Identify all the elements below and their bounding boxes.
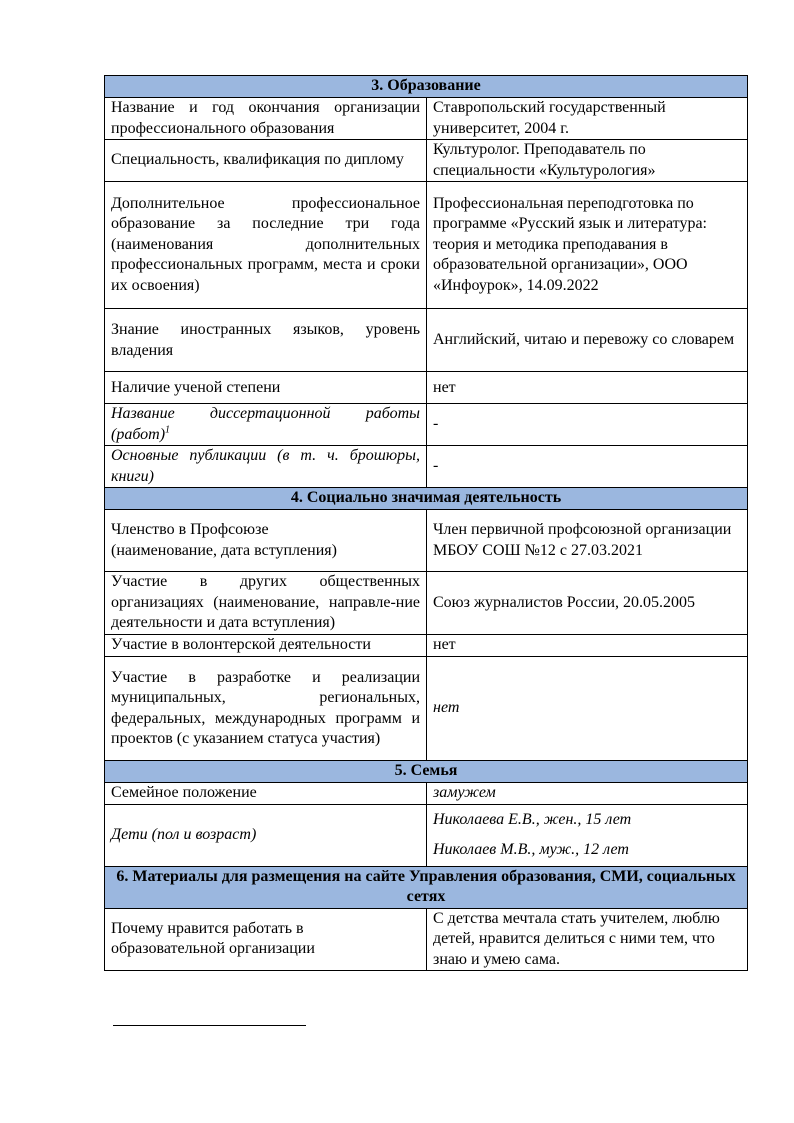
table-row	[105, 783, 748, 805]
row-label: Почему нравится работать в образовательной организации	[105, 908, 427, 971]
row-value: -	[427, 404, 748, 446]
row-value	[427, 804, 748, 866]
row-label: Участие в разработке и реализации муниципальных, региональных, федеральных, международных программ и проектов (с указанием статуса участия)	[105, 657, 427, 761]
section-header-social	[105, 488, 748, 510]
section-title: 4. Социально значимая деятельность	[105, 488, 748, 510]
table-row	[105, 372, 748, 404]
row-label	[105, 510, 427, 572]
table-row	[105, 309, 748, 372]
table-row	[105, 98, 748, 140]
row-value: Ставропольский государственный университет, 2004 г.	[427, 98, 748, 140]
row-value: замужем	[427, 783, 748, 805]
row-label-line: Членство в Профсоюзе	[111, 521, 269, 538]
table-row	[105, 446, 748, 488]
row-value: Союз журналистов России, 20.05.2005	[427, 572, 748, 635]
row-label	[105, 404, 427, 446]
row-value: Член первичной профсоюзной организации МБОУ СОШ №12 с 27.03.2021	[427, 510, 748, 572]
section-title: 6. Материалы для размещения на сайте Управления образования, СМИ, социальных сетях	[105, 866, 748, 908]
questionnaire-table	[104, 75, 748, 971]
table-row	[105, 804, 748, 866]
row-label: Наличие ученой степени	[105, 372, 427, 404]
row-value: нет	[427, 372, 748, 404]
row-label: Семейное положение	[105, 783, 427, 805]
row-label: Основные публикации (в т. ч. брошюры, книги)	[105, 446, 427, 488]
table-row	[105, 182, 748, 309]
child-entry: Николаев М.В., муж., 12 лет	[433, 841, 629, 858]
row-value: Культуролог. Преподаватель по специальности «Культурология»	[427, 140, 748, 182]
section-title: 5. Семья	[105, 761, 748, 783]
row-label: Знание иностранных языков, уровень владения	[105, 309, 427, 372]
row-label: Участие в волонтерской деятельности	[105, 635, 427, 657]
row-value: Английский, читаю и перевожу со словарем	[427, 309, 748, 372]
row-label: Дети (пол и возраст)	[105, 804, 427, 866]
row-label: Название и год окончания организации профессионального образования	[105, 98, 427, 140]
row-value: нет	[427, 635, 748, 657]
table-row	[105, 908, 748, 971]
row-label: Специальность, квалификация по диплому	[105, 140, 427, 182]
row-value: нет	[427, 657, 748, 761]
footnote-ref[interactable]: 1	[165, 424, 171, 436]
footnote-separator	[113, 1025, 306, 1026]
child-entry: Николаева Е.В., жен., 15 лет	[433, 810, 632, 828]
table-row	[105, 510, 748, 572]
row-value: -	[427, 446, 748, 488]
section-header-family	[105, 761, 748, 783]
table-row	[105, 657, 748, 761]
section-title: 3. Образование	[105, 76, 748, 98]
table-row	[105, 572, 748, 635]
section-header-education	[105, 76, 748, 98]
row-value: Профессиональная переподготовка по программе «Русский язык и литература: теория и методика преподавания в образовательной организации», ООО «Инфоурок», 14.09.2022	[427, 182, 748, 309]
table-row	[105, 140, 748, 182]
section-header-materials	[105, 866, 748, 908]
row-label-text: Название диссертационной работы (работ)	[111, 405, 420, 443]
table-row	[105, 404, 748, 446]
row-label: Участие в других общественных организациях (наименование, направле-ние деятельности и дата вступления)	[105, 572, 427, 635]
row-value: С детства мечтала стать учителем, люблю детей, нравится делиться с ними тем, что знаю и умею сама.	[427, 908, 748, 971]
row-label-line: (наименование, дата вступления)	[111, 541, 337, 559]
table-row	[105, 635, 748, 657]
row-label: Дополнительное профессиональное образование за последние три года (наименования дополнительных профессиональных программ, места и сроки их освоения)	[105, 182, 427, 309]
